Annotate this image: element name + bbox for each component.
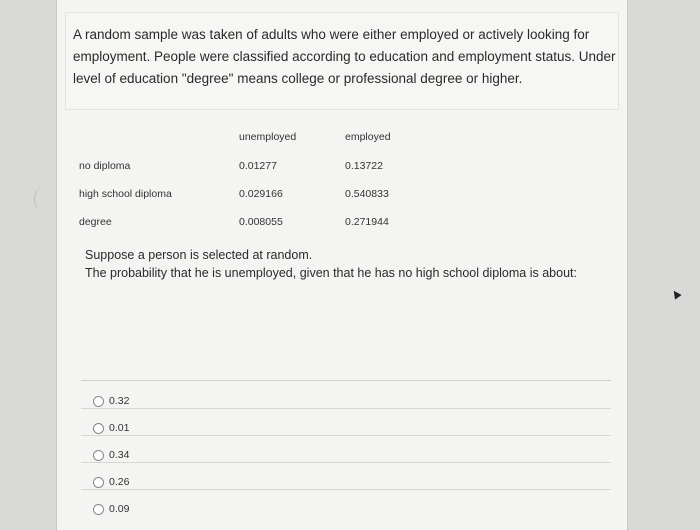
row-label: no diploma xyxy=(79,160,131,172)
table-header-employed: employed xyxy=(345,131,391,143)
answer-option-5[interactable] xyxy=(81,489,611,516)
radio-button[interactable] xyxy=(93,450,104,461)
background-mark xyxy=(34,188,49,210)
cell-unemployed: 0.029166 xyxy=(239,188,283,200)
cell-employed: 0.540833 xyxy=(345,188,389,200)
answer-option-4[interactable] xyxy=(81,462,611,489)
answer-option-2[interactable] xyxy=(81,408,611,435)
mouse-cursor-icon xyxy=(670,288,681,299)
table-row xyxy=(79,152,425,180)
answer-option-3[interactable] xyxy=(81,435,611,462)
option-label: 0.32 xyxy=(109,395,130,407)
answer-option-1[interactable] xyxy=(81,380,611,408)
radio-button[interactable] xyxy=(93,504,104,515)
probability-table xyxy=(79,122,425,236)
table-header-row xyxy=(79,122,425,152)
cell-unemployed: 0.01277 xyxy=(239,160,277,172)
radio-button[interactable] xyxy=(93,396,104,407)
cell-employed: 0.271944 xyxy=(345,216,389,228)
option-label: 0.34 xyxy=(109,449,130,461)
radio-button[interactable] xyxy=(93,423,104,434)
table-header-unemployed: unemployed xyxy=(239,131,297,143)
option-label: 0.01 xyxy=(109,422,130,434)
answer-options xyxy=(81,380,611,516)
question-page xyxy=(56,0,628,530)
row-label: high school diploma xyxy=(79,188,172,200)
question-text: A random sample was taken of adults who were either employed or actively looking for employment. People were classified according to education and employment status. Under level of education "degree" means college or professional degree or higher. xyxy=(73,27,616,86)
cell-employed: 0.13722 xyxy=(345,160,383,172)
radio-button[interactable] xyxy=(93,477,104,488)
prompt-line-1: Suppose a person is selected at random. xyxy=(85,248,313,262)
option-label: 0.09 xyxy=(109,503,130,515)
option-label: 0.26 xyxy=(109,476,130,488)
table-row xyxy=(79,180,425,208)
prompt-line-2: The probability that he is unemployed, given that he has no high school diploma is about: xyxy=(85,266,577,280)
row-label: degree xyxy=(79,216,112,228)
table-header-empty xyxy=(79,122,239,152)
prompt-text xyxy=(85,246,577,282)
table-row xyxy=(79,208,425,236)
cell-unemployed: 0.008055 xyxy=(239,216,283,228)
